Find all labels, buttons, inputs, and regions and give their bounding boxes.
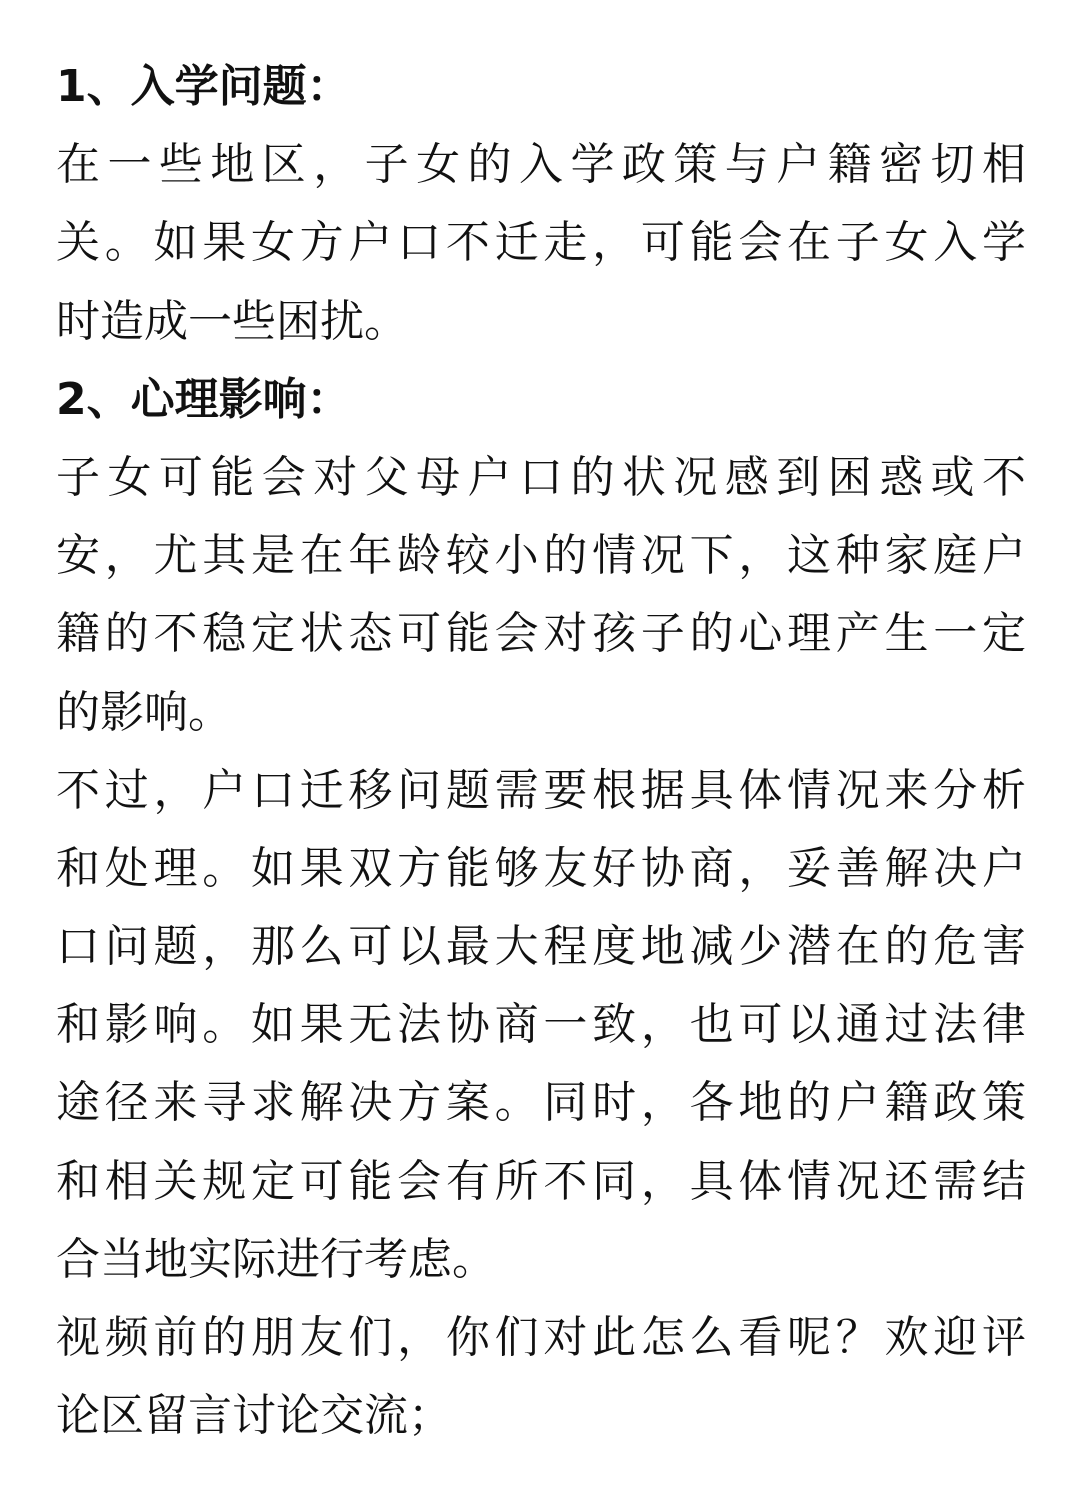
heading-school-enrollment: 1、入学问题：	[56, 61, 351, 112]
paragraph-line: 合当地实际进行考虑。	[56, 1233, 496, 1285]
paragraph-line: 不过，户口迁移问题需要根据具体情况来分析	[56, 764, 1026, 816]
paragraph-line: 时造成一些困扰。	[56, 295, 408, 347]
heading-psychological-impact: 2、心理影响：	[56, 373, 351, 425]
paragraph-line: 论区留言讨论交流；	[56, 1390, 452, 1442]
paragraph-line: 视频前的朋友们，你们对此怎么看呢？欢迎评	[56, 1312, 1026, 1363]
paragraph-line: 的影响。	[56, 686, 232, 738]
paragraph-line: 和相关规定可能会有所不同，具体情况还需结	[56, 1155, 1026, 1207]
paragraph-line: 口问题，那么可以最大程度地减少潜在的危害	[56, 921, 1026, 973]
paragraph-line: 子女可能会对父母户口的状况感到困惑或不	[56, 451, 1026, 503]
paragraph-line: 和处理。如果双方能够友好协商，妥善解决户	[56, 842, 1026, 894]
paragraph-line: 和影响。如果无法协商一致，也可以通过法律	[56, 999, 1026, 1051]
paragraph-line: 在一些地区，子女的入学政策与户籍密切相	[56, 139, 1026, 191]
paragraph-line: 安，尤其是在年龄较小的情况下，这种家庭户	[56, 530, 1026, 582]
paragraph-line: 关。如果女方户口不迁走，可能会在子女入学	[56, 217, 1026, 269]
paragraph-line: 籍的不稳定状态可能会对孩子的心理产生一定	[56, 608, 1026, 660]
paragraph-line: 途径来寻求解决方案。同时，各地的户籍政策	[56, 1077, 1026, 1129]
